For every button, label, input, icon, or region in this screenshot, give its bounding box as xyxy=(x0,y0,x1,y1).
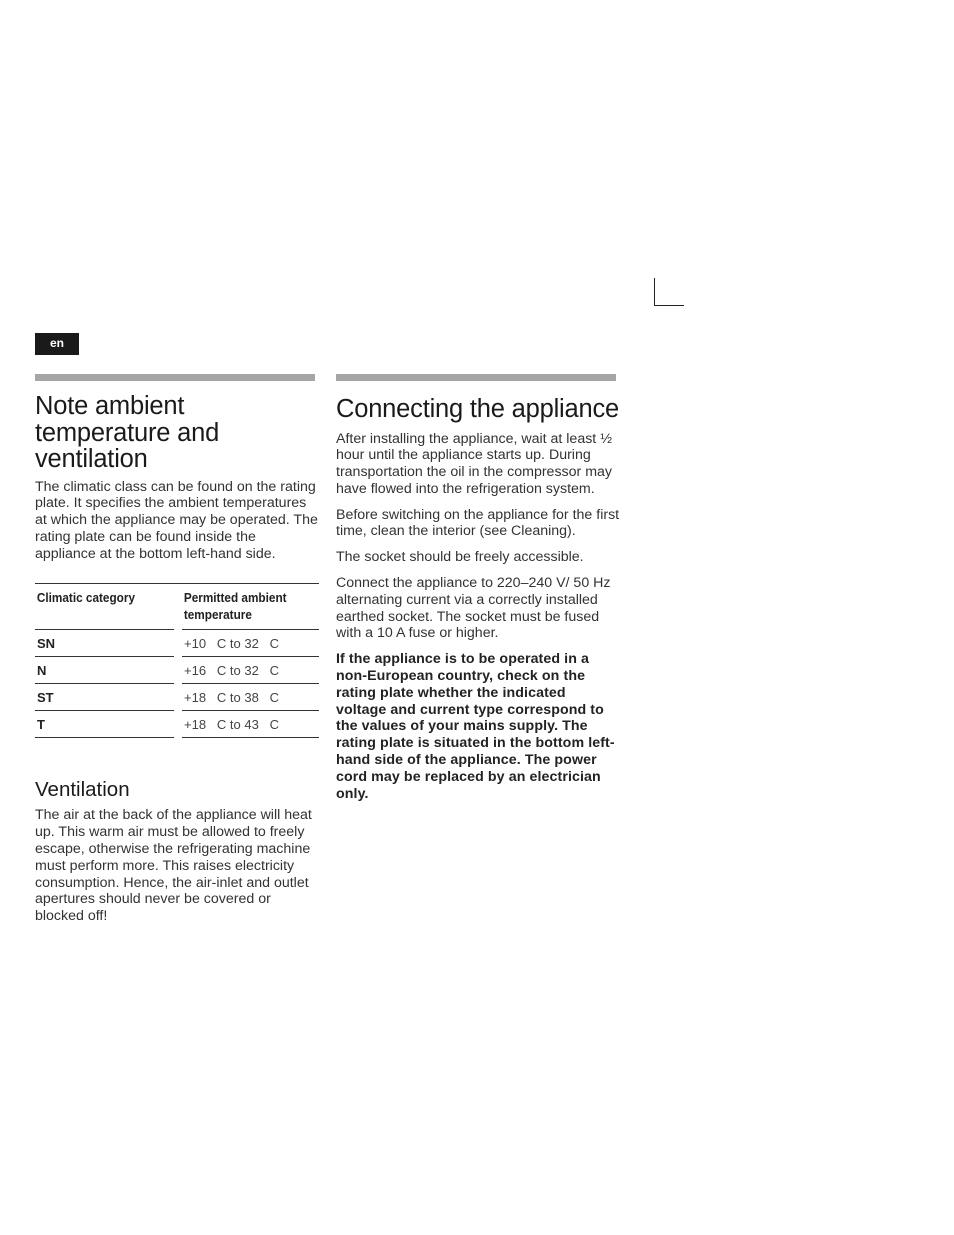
ventilation-title: Ventilation xyxy=(35,778,130,802)
ambient-section-title: Note ambient temperature and ventilation xyxy=(35,392,220,473)
table-cell-range: +16 C to 32 C xyxy=(182,657,319,684)
section-bar-right xyxy=(336,374,616,381)
table-cell-category: T xyxy=(35,711,174,738)
crop-mark-horizontal xyxy=(654,305,684,306)
left-column xyxy=(35,374,319,934)
connecting-paragraph-2: Before switching on the appliance for the first time, clean the interior (see Cleaning). xyxy=(336,506,620,540)
table-cell-category: ST xyxy=(35,684,174,711)
table-cell-range: +10 C to 32 C xyxy=(182,630,319,657)
table-row xyxy=(35,630,319,657)
table-cell-range: +18 C to 43 C xyxy=(182,711,319,738)
table-row xyxy=(35,711,319,738)
table-cell-category: SN xyxy=(35,630,174,657)
table-cell-category: N xyxy=(35,657,174,684)
connecting-paragraph-4: Connect the appliance to 220–240 V/ 50 Hz alternating current via a correctly installed earthed socket. The socket must be fused with a 10 A fuse or higher. xyxy=(336,575,611,642)
table-cell-gap xyxy=(174,657,182,684)
table-cell-gap xyxy=(174,630,182,657)
connecting-paragraph-1: After installing the appliance, wait at least ½ hour until the appliance starts up. During transportation the oil in the compressor may have flowed into the refrigeration system. xyxy=(336,430,613,497)
table-header-temperature: Permitted ambient temperature xyxy=(182,584,308,630)
language-badge: en xyxy=(35,333,79,355)
climate-class-table xyxy=(35,583,319,738)
ambient-intro-text: The climatic class can be found on the rating plate. It specifies the ambient temperatures at which the appliance may be operated. The rating plate can be found inside the appliance at the bottom left-hand side. xyxy=(35,478,318,562)
table-cell-gap xyxy=(174,684,182,711)
ventilation-section xyxy=(35,778,319,925)
table-cell-range: +18 C to 38 C xyxy=(182,684,319,711)
table-header-gap xyxy=(174,584,181,630)
crop-mark-vertical xyxy=(654,278,655,306)
right-column xyxy=(336,374,620,811)
section-bar-left xyxy=(35,374,315,381)
connecting-paragraph-3: The socket should be freely accessible. xyxy=(336,549,584,566)
table-cell-gap xyxy=(174,711,182,738)
connecting-warning: If the appliance is to be operated in a non-European country, check on the rating plate whether the indicated voltage and current type correspond to the values of your mains supply. The rating plate is situated in the bottom left-hand side of the appliance. The power cord may be replaced by an electrician only. xyxy=(336,651,615,802)
table-row xyxy=(35,684,319,711)
connecting-section-title: Connecting the appliance xyxy=(336,395,619,423)
table-row xyxy=(35,657,319,684)
table-header-category: Climatic category xyxy=(35,584,163,630)
ventilation-text: The air at the back of the appliance will heat up. This warm air must be allowed to freely escape, otherwise the refrigerating machine must perform more. This raises electricity consumption. Hence, the air-inlet and outlet apertures should never be covered or blocked off! xyxy=(35,807,312,925)
